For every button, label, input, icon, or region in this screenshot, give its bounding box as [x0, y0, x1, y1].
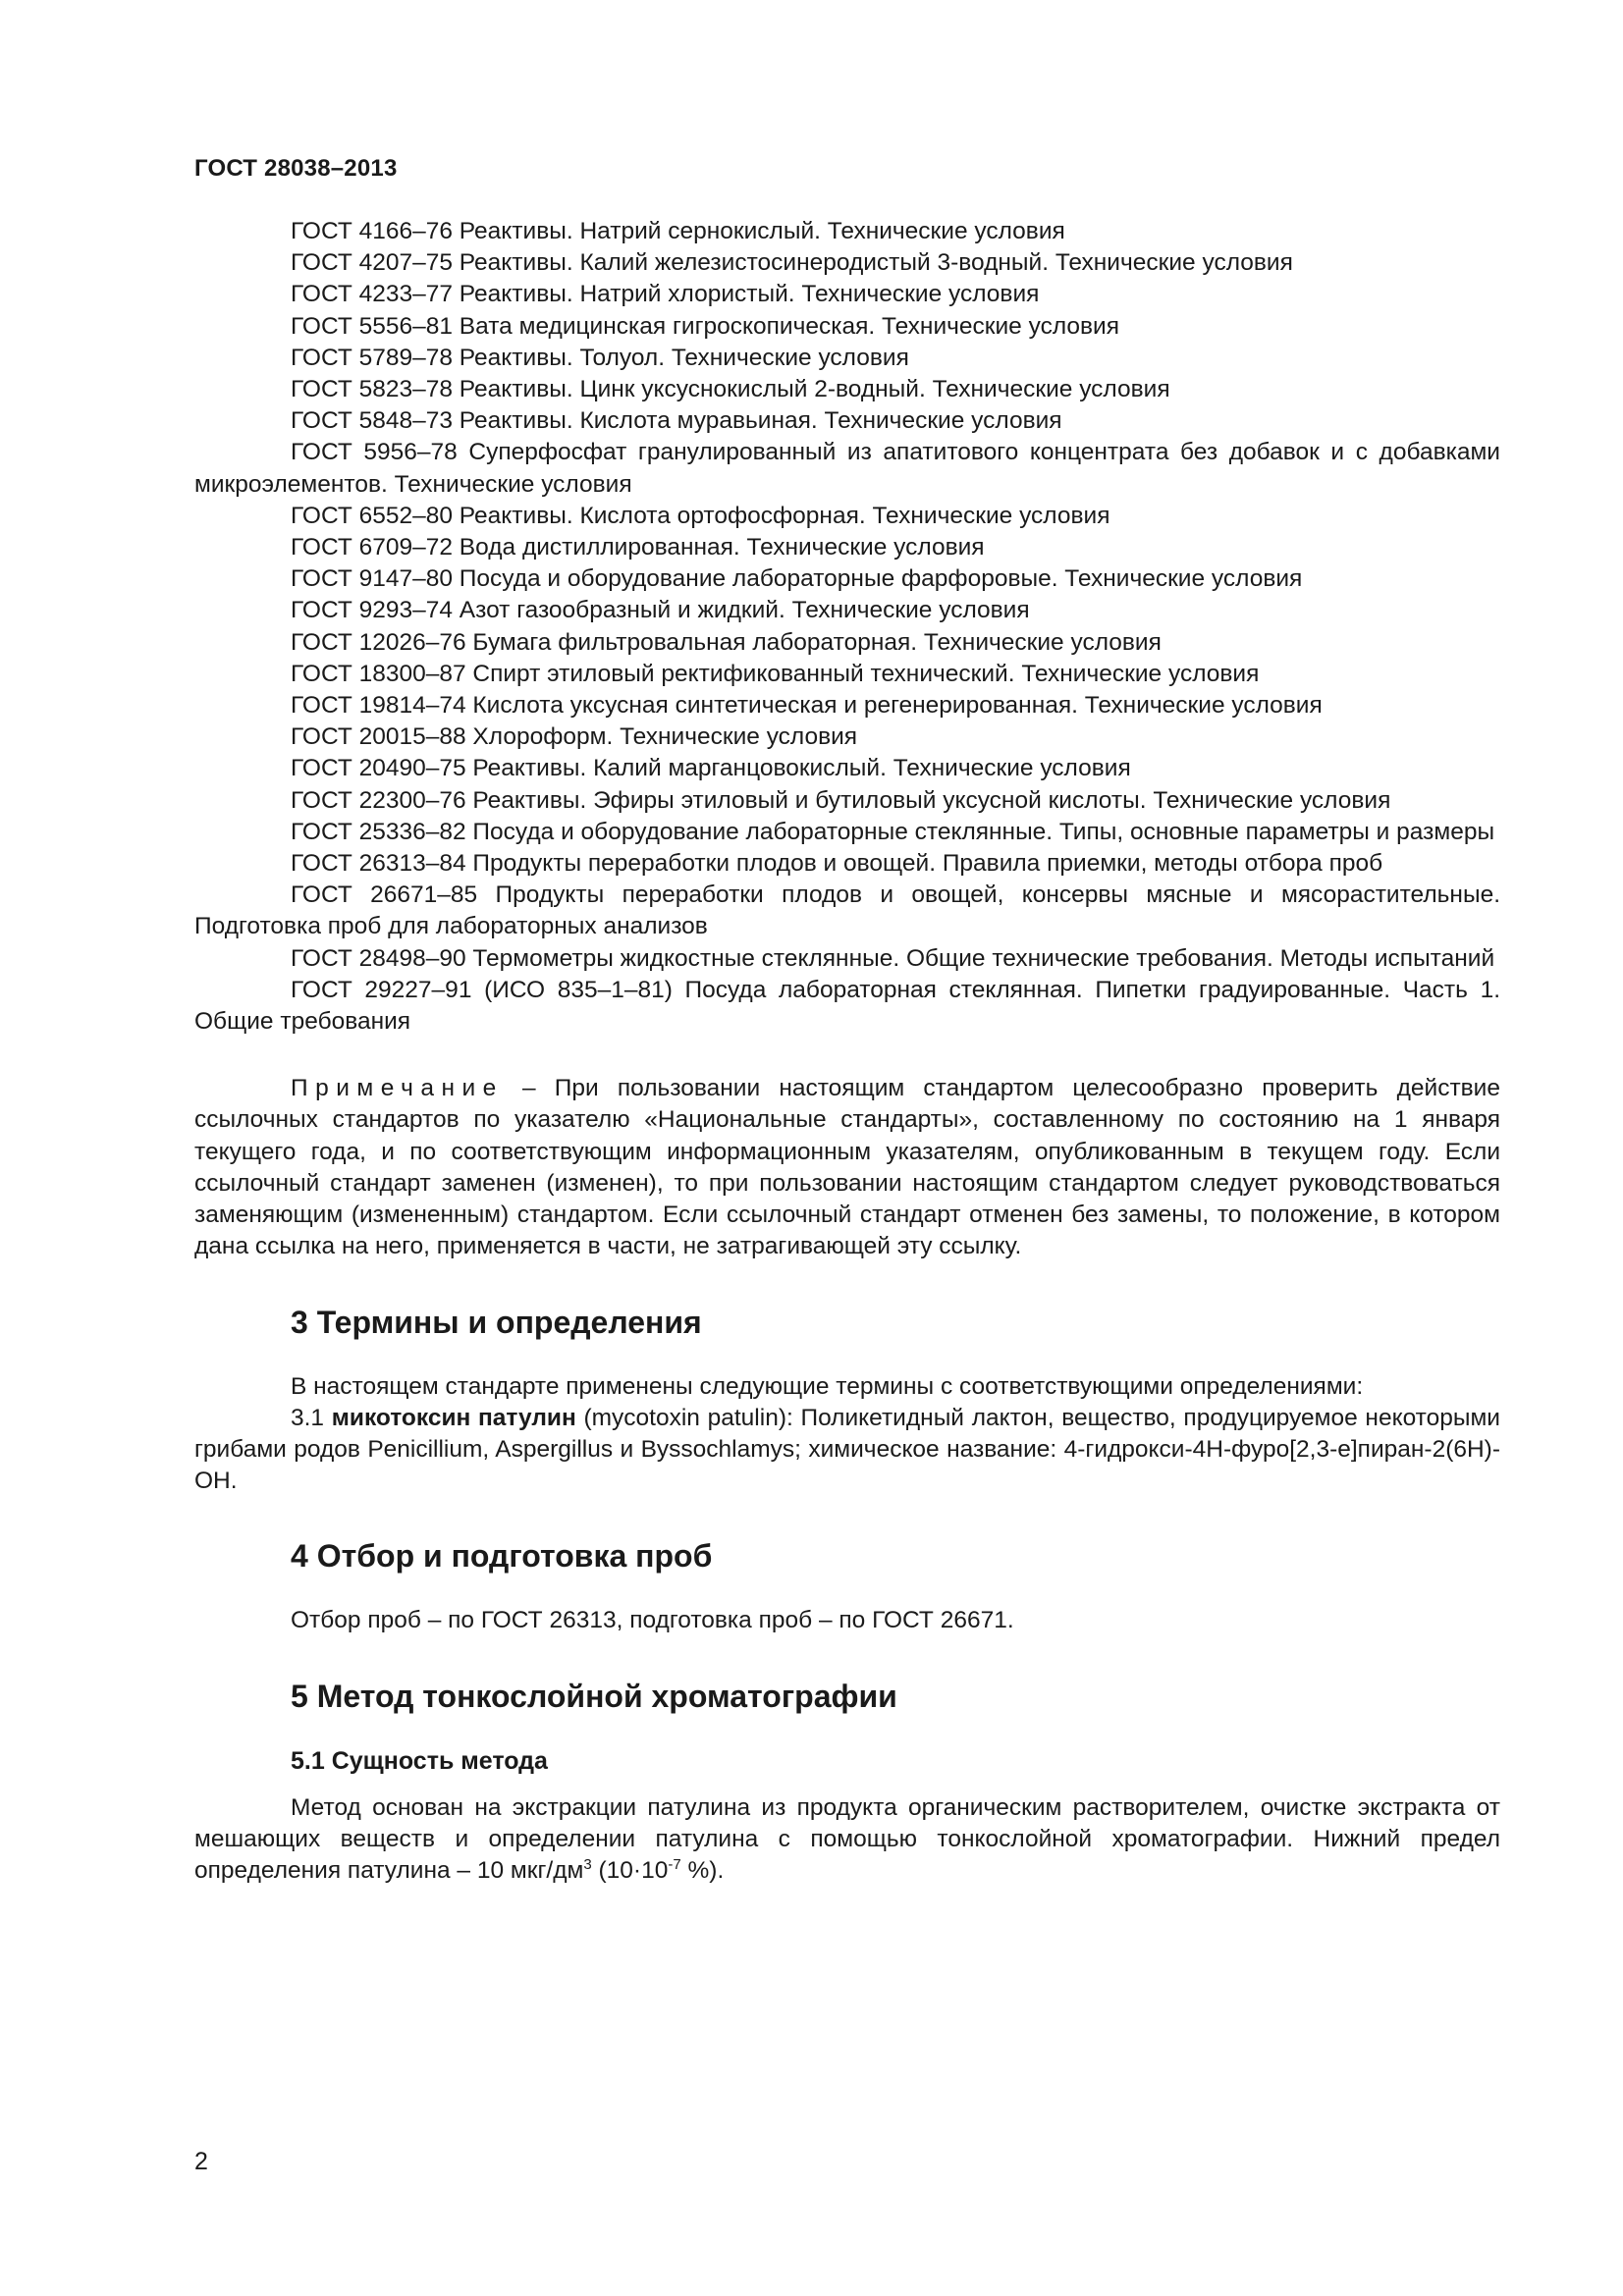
term-name: микотоксин патулин	[331, 1404, 576, 1431]
reference-item: ГОСТ 6709–72 Вода дистиллированная. Технические условия	[291, 534, 985, 561]
reference-item: ГОСТ 25336–82 Посуда и оборудование лабораторные стеклянные. Типы, основные параметры и размеры	[291, 818, 1495, 845]
document-body	[194, 216, 1500, 1887]
term-definition: (mycotoxin patulin): Поликетидный лактон, вещество, продуцируемое некоторыми грибами родов Penicillium, Aspergillus и Byssochlamys; химическое название: 4-гидрокси-4Н-фуро[2,3-е]пиран-2(6Н)-ОН.	[194, 1404, 1500, 1495]
reference-item: ГОСТ 20490–75 Реактивы. Калий марганцовокислый. Технические условия	[291, 755, 1131, 782]
method-text: Метод основан на экстракции патулина из продукта органическим растворителем, очистке экстракта от мешающих веществ и определении патулина с помощью тонкослойной хроматографии. Нижний предел определения патулина – 10 мкг/дм	[194, 1793, 1500, 1884]
reference-item: ГОСТ 5956–78 Суперфосфат гранулированный из апатитового концентрата без добавок и с добавками микроэлементов. Технические условия	[194, 439, 1500, 498]
reference-item: ГОСТ 5789–78 Реактивы. Толуол. Технические условия	[291, 344, 909, 371]
reference-item: ГОСТ 5848–73 Реактивы. Кислота муравьиная. Технические условия	[291, 407, 1062, 435]
reference-item: ГОСТ 9293–74 Азот газообразный и жидкий. Технические условия	[291, 597, 1030, 624]
unit-exponent: 3	[583, 1855, 592, 1873]
subsection-5-1-text	[194, 1792, 1500, 1888]
subsection-5-1-heading: 5.1 Сущность метода	[291, 1746, 548, 1775]
reference-item: ГОСТ 4207–75 Реактивы. Калий железистосинеродистый 3-водный. Технические условия	[291, 249, 1293, 277]
page-number: 2	[194, 2148, 208, 2175]
reference-item: ГОСТ 5823–78 Реактивы. Цинк уксуснокислый 2-водный. Технические условия	[291, 376, 1170, 403]
section-4-text: Отбор проб – по ГОСТ 26313, подготовка проб – по ГОСТ 26671.	[291, 1607, 1014, 1634]
normative-references-list	[194, 216, 1500, 1038]
reference-item: ГОСТ 28498–90 Термометры жидкостные стеклянные. Общие технические требования. Методы испытаний	[291, 944, 1495, 972]
reference-item: ГОСТ 12026–76 Бумага фильтровальная лабораторная. Технические условия	[291, 628, 1162, 656]
method-text-paren: (10·10	[591, 1856, 669, 1884]
reference-item: ГОСТ 6552–80 Реактивы. Кислота ортофосфорная. Технические условия	[291, 502, 1110, 529]
reference-item: ГОСТ 4233–77 Реактивы. Натрий хлористый. Технические условия	[291, 281, 1040, 308]
reference-item: ГОСТ 18300–87 Спирт этиловый ректификованный технический. Технические условия	[291, 660, 1260, 687]
section-3-heading: 3 Термины и определения	[291, 1304, 702, 1340]
reference-item: ГОСТ 20015–88 Хлороформ. Технические условия	[291, 723, 858, 751]
note-lead: Примечание	[291, 1075, 504, 1102]
reference-item: ГОСТ 22300–76 Реактивы. Эфиры этиловый и бутиловый уксусной кислоты. Технические условия	[291, 786, 1391, 814]
note-paragraph	[194, 1073, 1500, 1262]
reference-item: ГОСТ 9147–80 Посуда и оборудование лабораторные фарфоровые. Технические условия	[291, 565, 1303, 593]
reference-item: ГОСТ 19814–74 Кислота уксусная синтетическая и регенерированная. Технические условия	[291, 692, 1323, 720]
term-3-1	[194, 1403, 1500, 1498]
reference-item: ГОСТ 4166–76 Реактивы. Натрий сернокислый. Технические условия	[291, 218, 1065, 244]
section-4-heading: 4 Отбор и подготовка проб	[291, 1538, 713, 1575]
section-3-intro: В настоящем стандарте применены следующие термины с соответствующими определениями:	[291, 1372, 1364, 1400]
reference-item: ГОСТ 26313–84 Продукты переработки плодов и овощей. Правила приемки, методы отбора проб	[291, 850, 1383, 878]
reference-item: ГОСТ 5556–81 Вата медицинская гигроскопическая. Технические условия	[291, 312, 1120, 340]
document-header: ГОСТ 28038–2013	[194, 155, 398, 182]
scientific-exponent: -7	[668, 1855, 681, 1873]
note-text: – При пользовании настоящим стандартом целесообразно проверить действие ссылочных стандартов по указателю «Национальные стандарты», составленному по состоянию на 1 января текущего года, и по соответствующим информационным указателям, опубликованным в текущем году. Если ссылочный стандарт заменен (изменен), то при пользовании настоящим стандартом следует руководствоваться заменяющим (измененным) стандартом. Если ссылочный стандарт отменен без замены, то положение, в котором дана ссылка на него, применяется в части, не затрагивающей эту ссылку.	[194, 1075, 1500, 1260]
reference-item: ГОСТ 26671–85 Продукты переработки плодов и овощей, консервы мясные и мясорастительные. Подготовка проб для лабораторных анализов	[194, 881, 1500, 940]
section-5-heading: 5 Метод тонкослойной хроматографии	[291, 1678, 897, 1714]
reference-item: ГОСТ 29227–91 (ИСО 835–1–81) Посуда лабораторная стеклянная. Пипетки градуированные. Часть 1. Общие требования	[194, 976, 1500, 1036]
method-text-end: %).	[680, 1856, 725, 1884]
term-number: 3.1	[291, 1404, 332, 1431]
